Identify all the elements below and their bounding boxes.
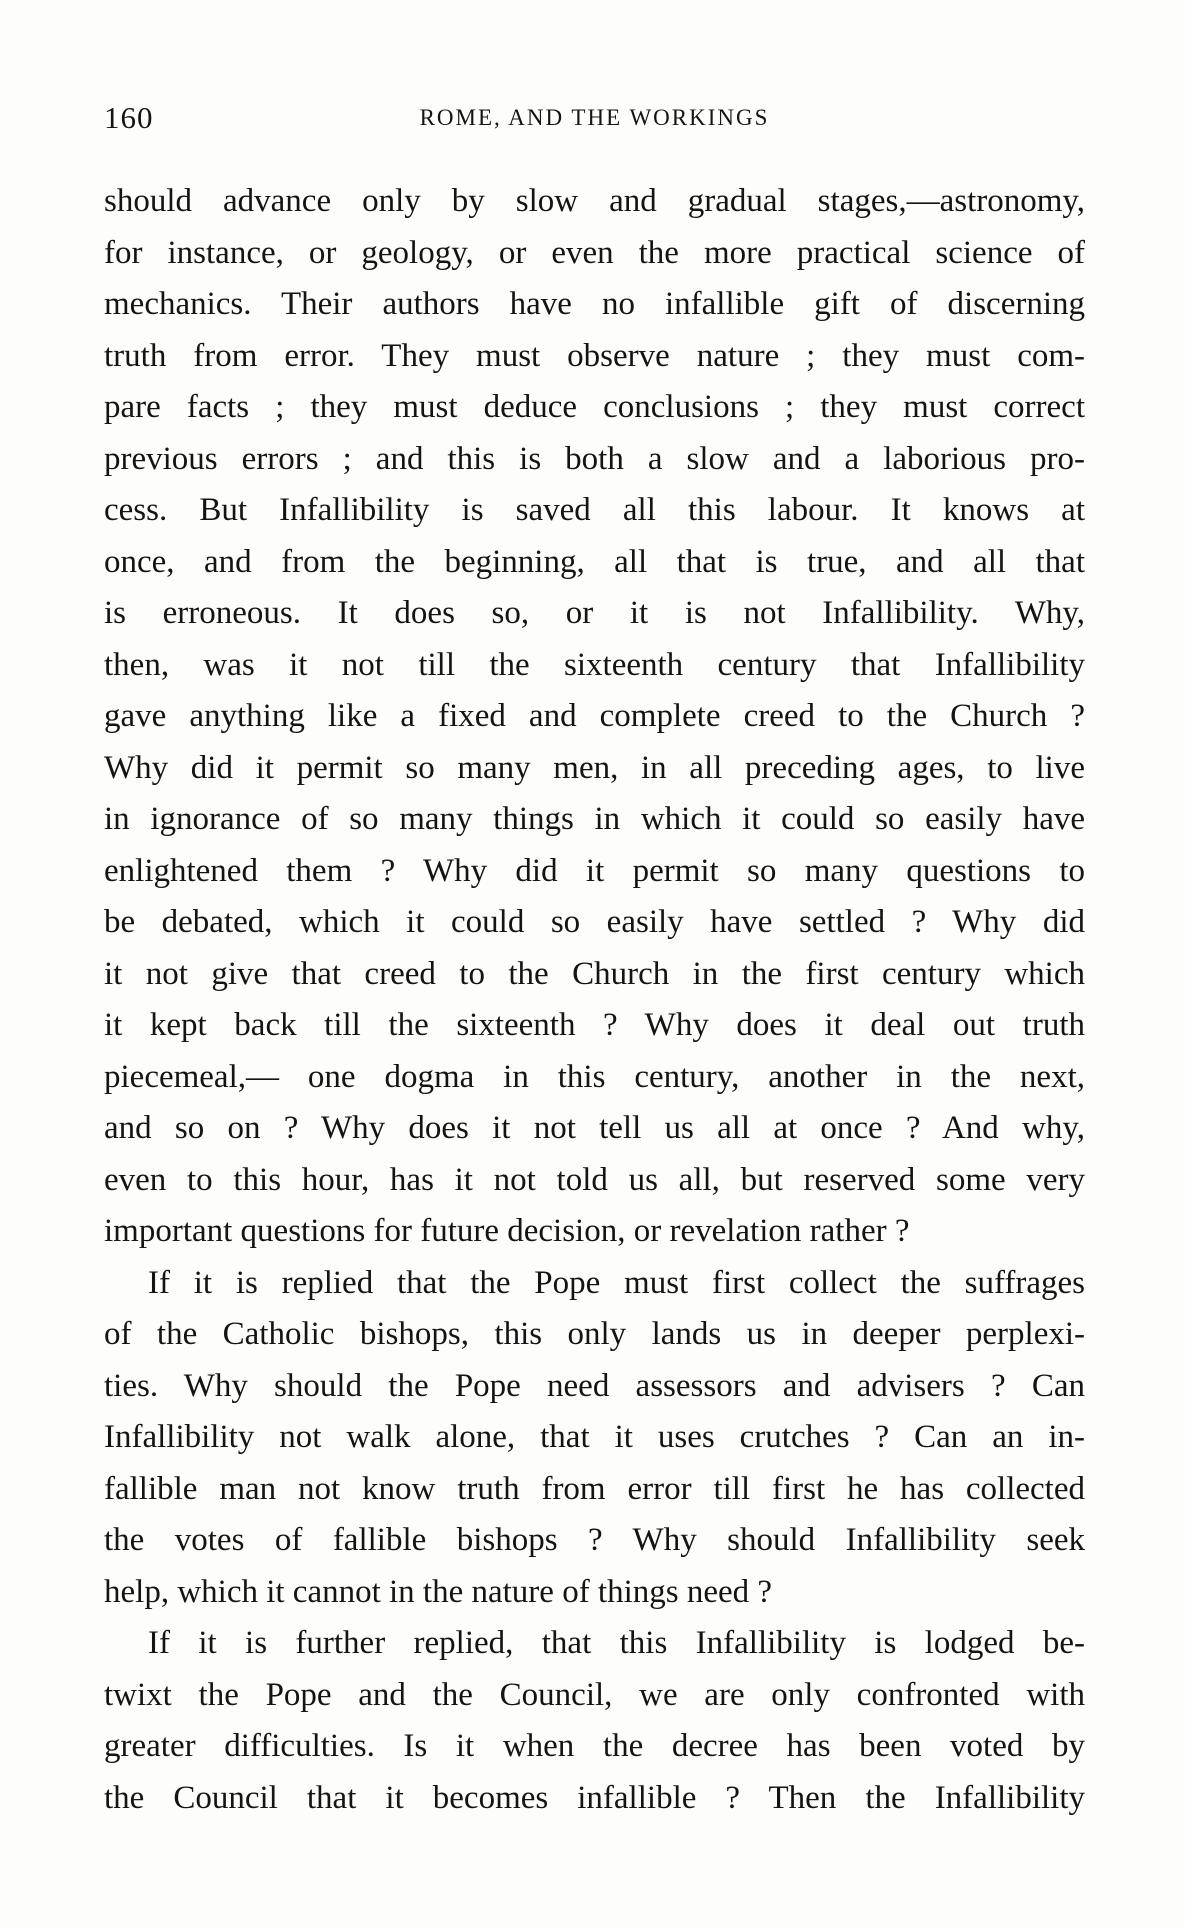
text-line: important questions for future decision, or revelation rather ? [104,1213,910,1249]
text-line: it not give that creed to the Church in the first century which [104,955,1085,992]
text-line: cess. But Infallibility is saved all this labour. It knows at [104,492,1085,528]
text-line: be debated, which it could so easily have settled ? Why did [104,904,1085,940]
text-line: Why did it permit so many men, in all preceding ages, to live [104,749,1085,786]
text-line: should advance only by slow and gradual stages,—astronomy, [104,183,1085,219]
text-line: once, and from the beginning, all that is true, and all that [104,543,1085,580]
text-line: and so on ? Why does it not tell us all at once ? And why, [104,1110,1085,1146]
text-line: piecemeal,— one dogma in this century, another in the next, [104,1058,1085,1095]
text-line: then, was it not till the sixteenth century that Infallibility [104,646,1085,683]
paragraph-start-line: If it is replied that the Pope must first collect the suffrages [148,1264,1085,1301]
text-line: for instance, or geology, or even the more practical science of [104,234,1085,271]
text-line: the votes of fallible bishops ? Why should Infallibility seek [104,1522,1085,1558]
running-title: ROME, AND THE WORKINGS [419,105,770,130]
text-line: greater difficulties. Is it when the decree has been voted by [104,1728,1085,1764]
text-line: previous errors ; and this is both a slow and a laborious pro- [104,440,1085,477]
paragraph-start-line: If it is further replied, that this Infallibility is lodged be- [148,1625,1085,1661]
page-number: 160 [104,100,154,135]
text-line: fallible man not know truth from error till first he has collected [104,1470,1085,1507]
text-line: truth from error. They must observe nature ; they must com- [104,337,1085,374]
text-line: even to this hour, has it not told us all, but reserved some very [104,1161,1085,1198]
text-line: gave anything like a fixed and complete creed to the Church ? [104,698,1085,734]
text-line: is erroneous. It does so, or it is not Infallibility. Why, [104,595,1085,631]
text-line: ties. Why should the Pope need assessors and advisers ? Can [104,1367,1085,1404]
text-line: of the Catholic bishops, this only lands us in deeper perplexi- [104,1316,1085,1352]
text-line: enlightened them ? Why did it permit so many questions to [104,852,1085,889]
text-line: mechanics. Their authors have no infallible gift of discerning [104,286,1085,322]
text-line: it kept back till the sixteenth ? Why does it deal out truth [104,1007,1085,1043]
text-line: Infallibility not walk alone, that it uses crutches ? Can an in- [104,1419,1085,1455]
text-line: the Council that it becomes infallible ? Then the Infallibility [104,1779,1085,1816]
body-text [104,176,1085,1824]
text-line: help, which it cannot in the nature of things need ? [104,1573,773,1610]
running-header [104,100,1085,136]
text-line: twixt the Pope and the Council, we are only confronted with [104,1676,1085,1713]
text-line: in ignorance of so many things in which it could so easily have [104,801,1085,837]
text-line: pare facts ; they must deduce conclusions ; they must correct [104,389,1085,425]
